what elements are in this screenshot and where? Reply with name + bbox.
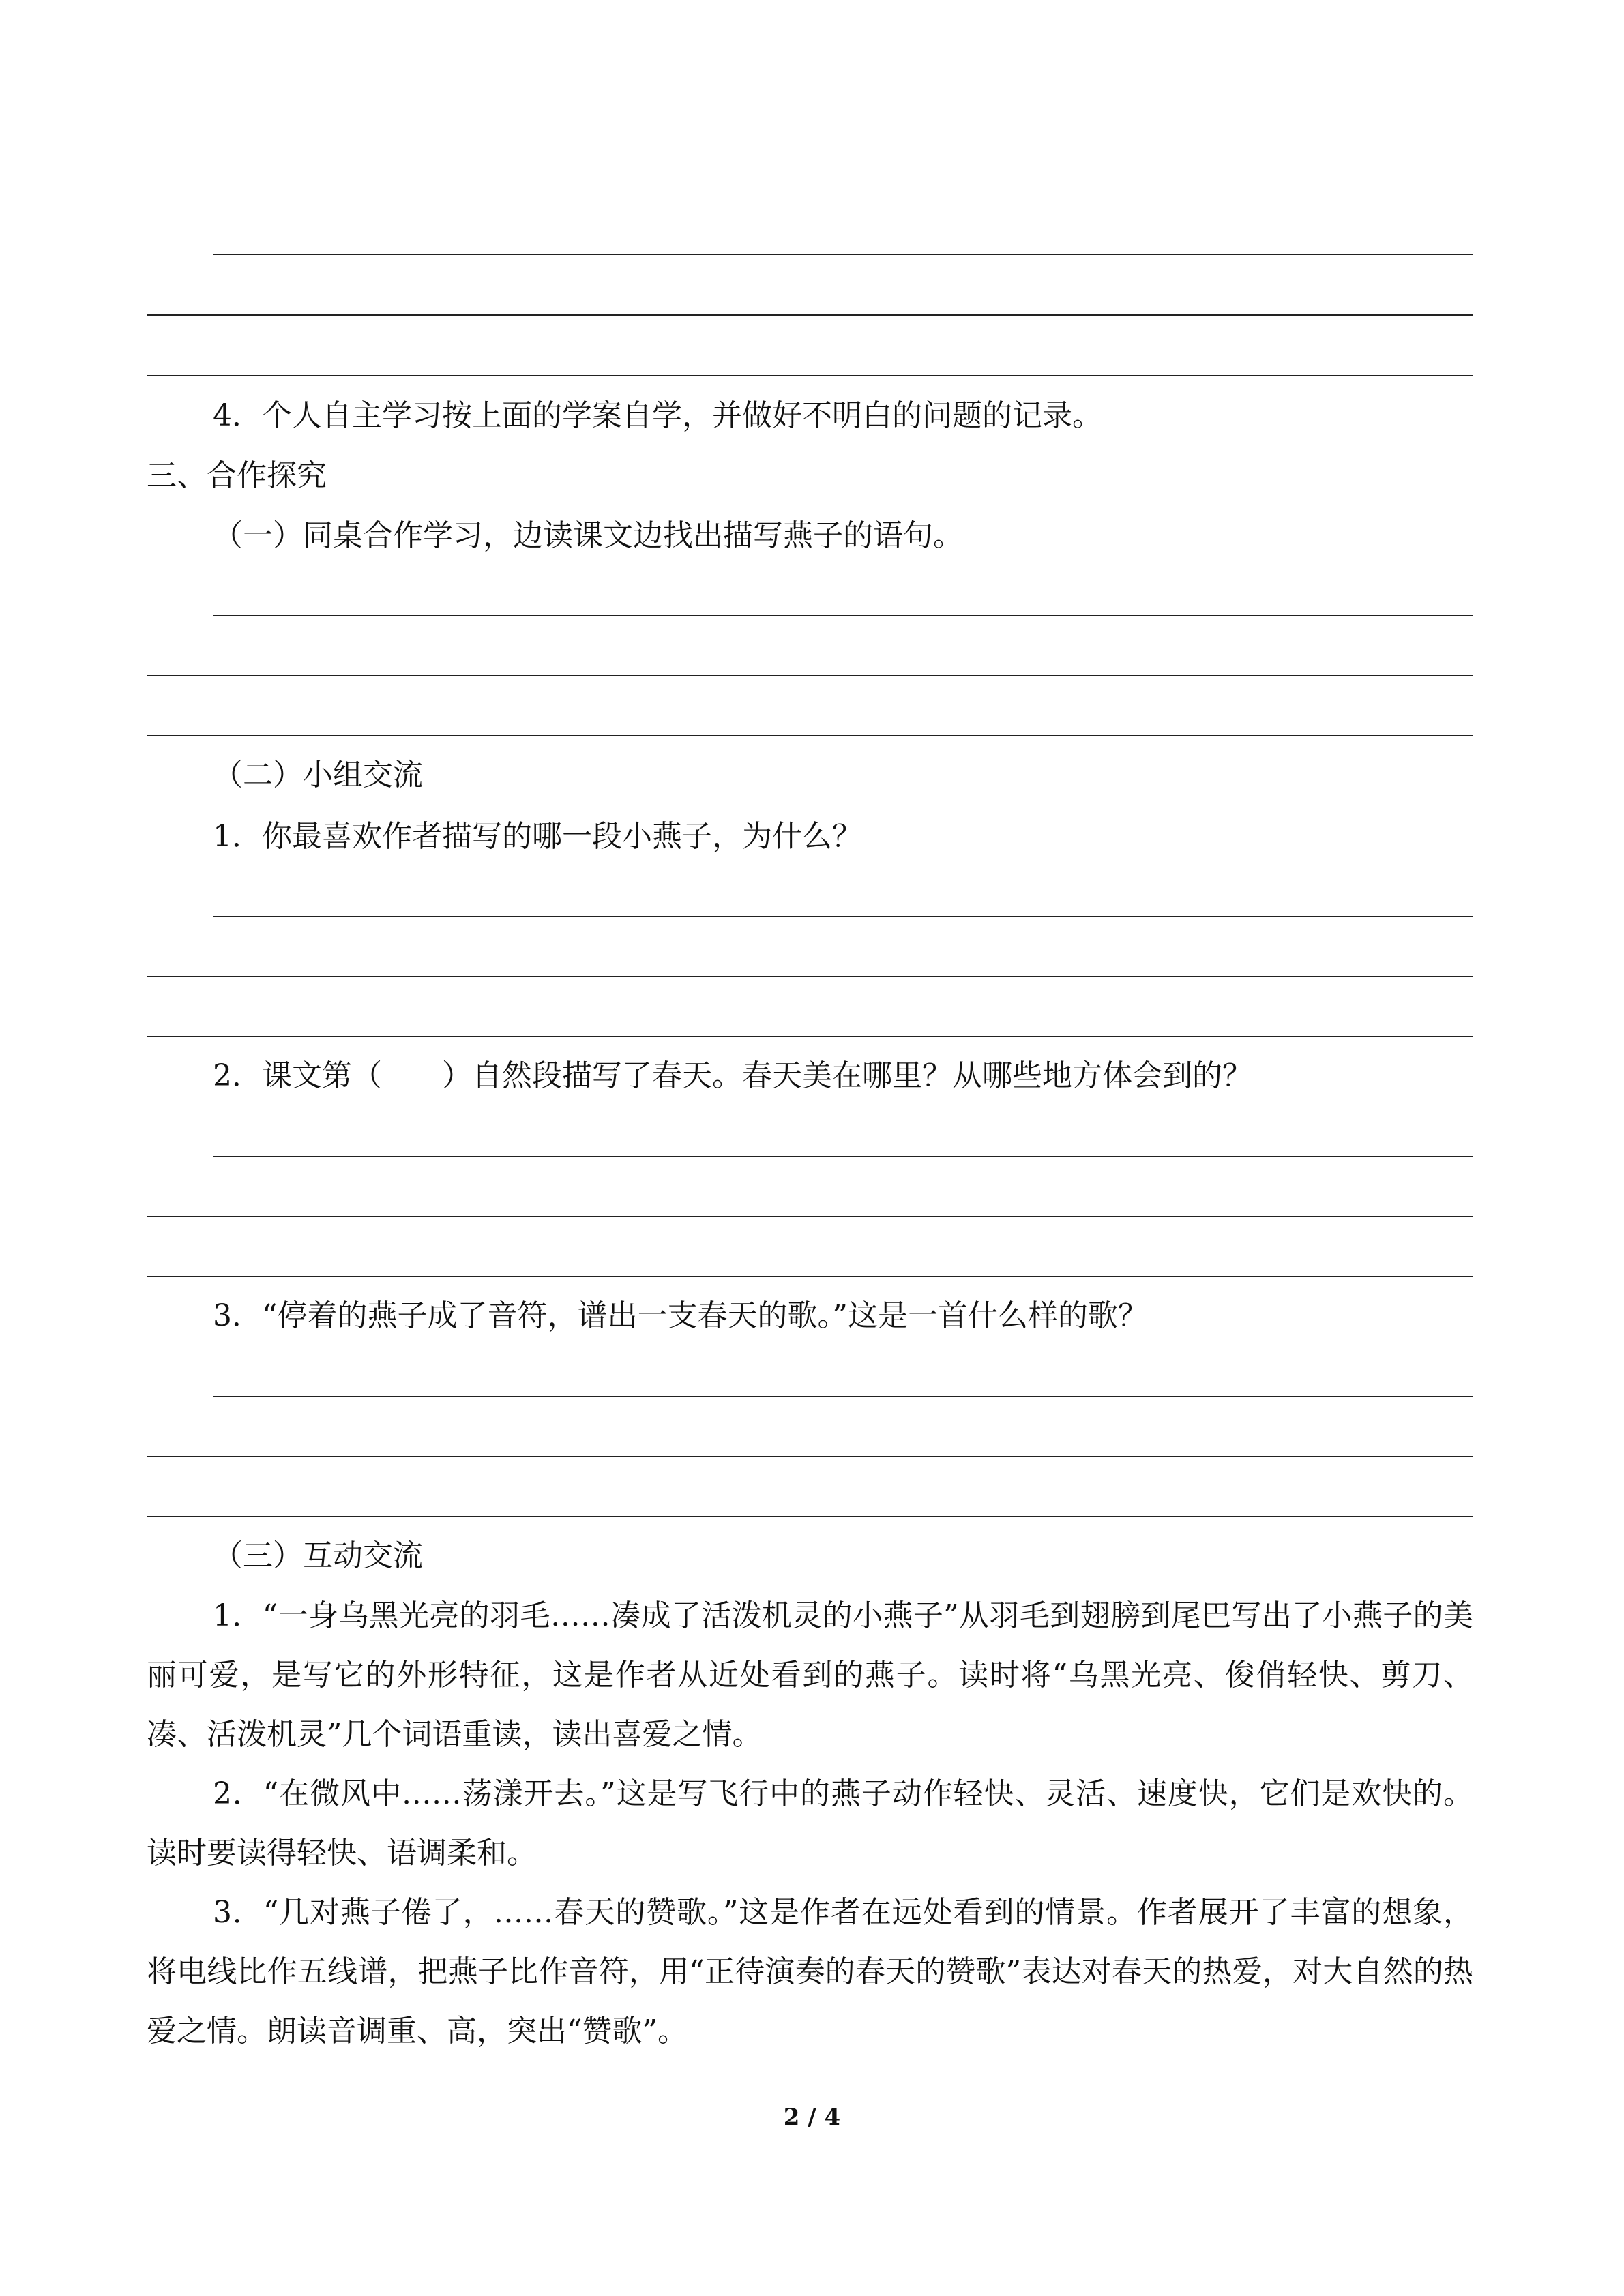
answer-line xyxy=(213,1156,1473,1157)
question-3: 3．“停着的燕子成了音符，谱出一支春天的歌。”这是一首什么样的歌？ xyxy=(213,1298,1148,1333)
answer-line xyxy=(147,735,1473,736)
answer-line xyxy=(147,1516,1473,1517)
answer-line xyxy=(147,1456,1473,1457)
paragraph-3: 3．“几对燕子倦了，……春天的赞歌。”这是作者在远处看到的情景。作者展开了丰富的想象，将电线比作五线谱，把燕子比作音符，用“正待演奏的春天的赞歌”表达对春天的热爱，对大自然的热爱之情。朗读音调重、高，突出“赞歌”。 xyxy=(147,1895,1473,2048)
section-heading: 三、合作探究 xyxy=(147,458,327,493)
answer-line xyxy=(213,615,1473,616)
answer-line xyxy=(147,1216,1473,1217)
answer-line xyxy=(213,916,1473,917)
part-1-title: （一）同桌合作学习，边读课文边找出描写燕子的语句。 xyxy=(213,518,963,553)
answer-line xyxy=(213,1396,1473,1397)
paragraph-2: 2．“在微风中……荡漾开去。”这是写飞行中的燕子动作轻快、灵活、速度快，它们是欢快的。读时要读得轻快、语调柔和。 xyxy=(147,1776,1473,1870)
question-2: 2．课文第（ ）自然段描写了春天。春天美在哪里？从哪些地方体会到的？ xyxy=(213,1058,1252,1093)
answer-line xyxy=(147,675,1473,676)
answer-line xyxy=(147,375,1473,376)
page-number: 2 / 4 xyxy=(783,2104,841,2131)
answer-line xyxy=(147,1036,1473,1037)
paragraph-1: 1．“一身乌黑光亮的羽毛……凑成了活泼机灵的小燕子”从羽毛到翅膀到尾巴写出了小燕子的美丽可爱，是写它的外形特征，这是作者从近处看到的燕子。读时将“乌黑光亮、俊俏轻快、剪刀、凑、活泼机灵”几个词语重读，读出喜爱之情。 xyxy=(147,1598,1473,1752)
answer-line xyxy=(147,1276,1473,1277)
question-1: 1．你最喜欢作者描写的哪一段小燕子，为什么？ xyxy=(213,819,862,854)
item-4-text: 4．个人自主学习按上面的学案自学，并做好不明白的问题的记录。 xyxy=(213,398,1102,433)
part-2-title: （二）小组交流 xyxy=(213,758,423,792)
part-3-title: （三）互动交流 xyxy=(213,1538,423,1573)
answer-line xyxy=(147,976,1473,977)
answer-line xyxy=(213,254,1473,255)
answer-line xyxy=(147,314,1473,316)
